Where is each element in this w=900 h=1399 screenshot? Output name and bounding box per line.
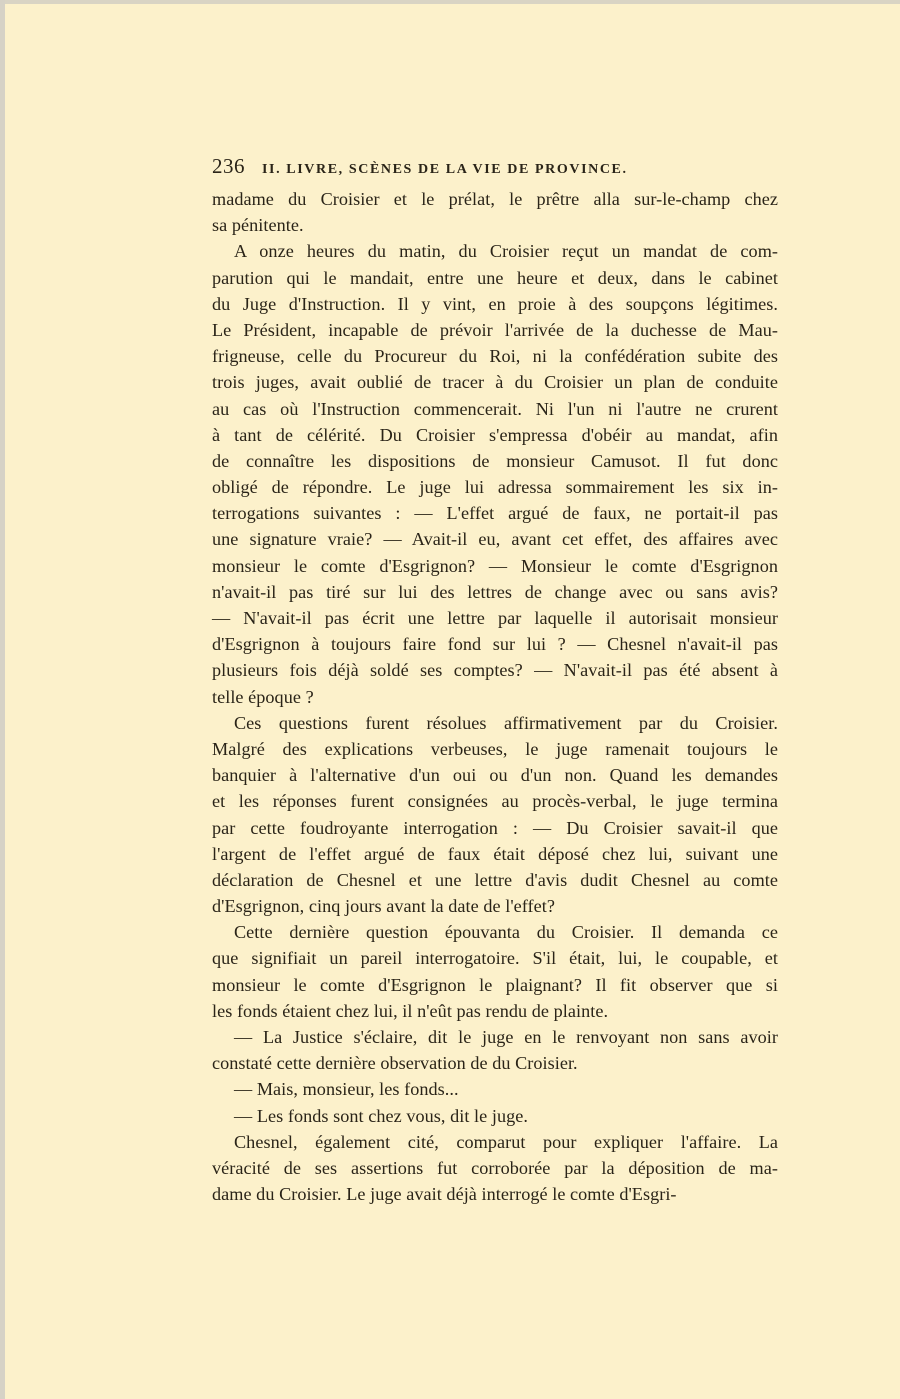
text-line: d'Esgrignon, cinq jours avant la date de l'effet? — [212, 896, 556, 917]
body-text — [212, 186, 778, 1207]
text-line: — Les fonds sont chez vous, dit le juge. — [234, 1105, 528, 1126]
text-line: Cette dernière question épouvanta du Croisier. Il demanda ce — [234, 922, 778, 943]
text-line: trois juges, avait oublié de tracer à du Croisier un plan de conduite — [212, 372, 778, 393]
paragraph — [212, 1076, 778, 1102]
paragraph — [212, 1129, 778, 1208]
paragraph — [212, 186, 778, 238]
text-line: dame du Croisier. Le juge avait déjà interrogé le comte d'Esgri- — [212, 1184, 677, 1205]
paragraph — [212, 710, 778, 920]
text-line: monsieur le comte d'Esgrignon le plaignant? Il fit observer que si — [212, 974, 778, 995]
text-line: — N'avait-il pas écrit une lettre par laquelle il autorisait monsieur — [212, 608, 778, 628]
text-line: madame du Croisier et le prélat, le prêtre alla sur-le-champ chez — [212, 189, 778, 209]
text-line: à tant de célérité. Du Croisier s'empressa d'obéir au mandat, afin — [212, 424, 778, 445]
text-line: que signifiait un pareil interrogatoire. S'il était, lui, le coupable, et — [212, 948, 778, 969]
paragraph — [212, 1103, 778, 1129]
text-line: et les réponses furent consignées au procès-verbal, le juge termina — [212, 791, 778, 812]
text-line: telle époque ? — [212, 686, 314, 707]
text-line: A onze heures du matin, du Croisier reçut un mandat de com- — [234, 241, 778, 262]
text-line: — Mais, monsieur, les fonds... — [234, 1079, 459, 1100]
text-line: Ces questions furent résolues affirmativement par du Croisier. — [234, 712, 778, 733]
text-line: Chesnel, également cité, comparut pour expliquer l'affaire. La — [234, 1131, 778, 1152]
text-line: obligé de répondre. Le juge lui adressa sommairement les six in- — [212, 477, 778, 498]
text-line: monsieur le comte d'Esgrignon? — Monsieur le comte d'Esgrignon — [212, 555, 778, 576]
text-line: au cas où l'Instruction commencerait. Ni l'un ni l'autre ne crurent — [212, 398, 778, 419]
text-line: frigneuse, celle du Procureur du Roi, ni la confédération subite des — [212, 346, 778, 367]
text-line: l'argent de l'effet argué de faux était déposé chez lui, suivant une — [212, 843, 778, 864]
text-line: n'avait-il pas tiré sur lui des lettres de change avec ou sans avis? — [212, 581, 778, 602]
text-line: une signature vraie? — Avait-il eu, avant cet effet, des affaires avec — [212, 529, 778, 550]
text-line: du Juge d'Instruction. Il y vint, en proie à des soupçons légitimes. — [212, 293, 778, 314]
text-line: constaté cette dernière observation de du Croisier. — [212, 1053, 578, 1074]
text-line: sa pénitente. — [212, 215, 304, 236]
text-line: par cette foudroyante interrogation : — Du Croisier savait-il que — [212, 817, 778, 838]
paragraph — [212, 238, 778, 709]
text-line: plusieurs fois déjà soldé ses comptes? — N'avait-il pas été absent à — [212, 660, 778, 681]
paragraph — [212, 919, 778, 1024]
text-line: déclaration de Chesnel et une lettre d'avis dudit Chesnel au comte — [212, 869, 778, 890]
running-head — [212, 154, 778, 184]
text-line: — La Justice s'éclaire, dit le juge en le renvoyant non sans avoir — [234, 1027, 778, 1047]
text-line: terrogations suivantes : — L'effet argué de faux, ne portait-il pas — [212, 503, 778, 524]
text-line: véracité de ses assertions fut corroborée par la déposition de ma- — [212, 1157, 778, 1178]
text-line: les fonds étaient chez lui, il n'eût pas rendu de plainte. — [212, 1000, 609, 1021]
text-line: Le Président, incapable de prévoir l'arrivée de la duchesse de Mau- — [212, 319, 778, 340]
page-number: 236 — [212, 154, 245, 178]
text-line: Malgré des explications verbeuses, le juge ramenait toujours le — [212, 738, 778, 759]
text-line: banquier à l'alternative d'un oui ou d'un non. Quand les demandes — [212, 765, 778, 786]
paragraph — [212, 1024, 778, 1076]
text-line: d'Esgrignon à toujours faire fond sur lui ? — Chesnel n'avait-il pas — [212, 634, 778, 655]
running-title: II. LIVRE, SCÈNES DE LA VIE DE PROVINCE. — [262, 162, 628, 177]
text-block — [212, 154, 778, 1207]
text-line: parution qui le mandait, entre une heure et deux, dans le cabinet — [212, 267, 778, 288]
text-line: de connaître les dispositions de monsieur Camusot. Il fut donc — [212, 450, 778, 471]
